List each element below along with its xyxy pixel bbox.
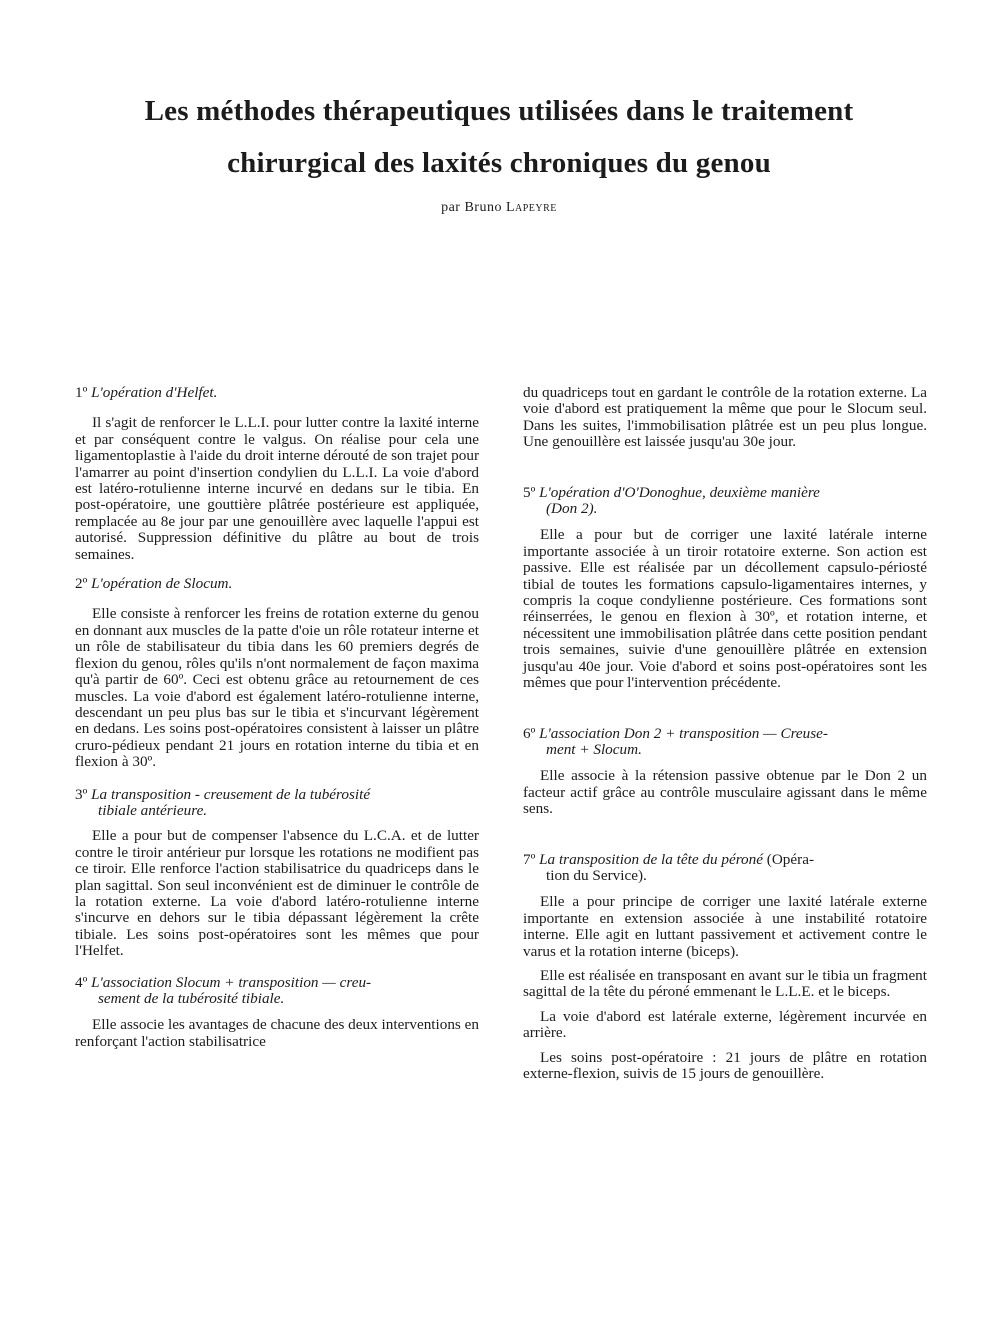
article-title-line-1: Les méthodes thérapeutiques utilisées dans le traitement [144,95,854,127]
section-5 [523,485,927,692]
section-title: L'association Don 2 + transposition — Creuse- [539,724,828,742]
paragraph: Elle a pour principe de corriger une laxité latérale externe importante en extension associée à une instabilité rotatoire interne. Elle agit en luttant passivement et activement contre le varus et la rotation interne (biceps). [523,893,927,960]
section-6 [523,726,927,818]
section-number: 5º [523,483,536,501]
section-heading [523,852,927,885]
section-title-continued: ment + Slocum. [546,740,642,758]
left-column [75,385,479,1050]
section-title: L'opération d'Helfet. [91,384,218,401]
paragraph: Elle est réalisée en transposant en avant sur le tibia un fragment sagittal de la tête du péroné emmenant le L.L.E. et le biceps. [523,966,927,1001]
section-number: 1º [75,384,88,401]
section-heading [75,385,479,401]
section-1 [75,385,479,563]
section-number: 4º [75,973,88,991]
section-number: 6º [523,724,536,742]
section-number: 3º [75,785,88,803]
section-heading [523,485,927,518]
right-column [523,385,927,1082]
continued-paragraph: du quadriceps tout en gardant le contrôle de la rotation externe. La voie d'abord est pratiquement la même que pour le Slocum seul. Dans les suites, l'immobilisation plâtrée est un peu plus longue. Une genouillère est laissée jusqu'au 30e jour. [523,384,927,451]
byline-prefix: par Bruno [441,200,502,215]
paragraph: La voie d'abord est latérale externe, légèrement incurvée en arrière. [523,1007,927,1042]
paragraph: Elle associe à la rétension passive obtenue par le Don 2 un facteur actif grâce au contrôle musculaire agissant dans le même sens. [523,767,927,818]
author-byline [0,200,998,216]
section-title-plain: (Opéra- [766,850,814,868]
section-title-continued: sement de la tubérosité tibiale. [98,990,285,1007]
section-title-continued: (Don 2). [546,500,598,518]
section-title: L'association Slocum + transposition — creu- [91,973,372,991]
section-2 [75,576,479,770]
paragraph: Elle a pour but de corriger une laxité latérale interne importante associée à un tiroir rotatoire externe. Son action est passive. Elle est réalisée par un décollement capsulo-périosté tibial de toutes les formations capsulo-ligamentaires internes, y compris la coque condylienne postérieure. Ces formations sont réinserrées, le genou en flexion à 30º, et rotation interne, et nécessitent une immobilisation plâtrée dans cette position pendant trois semaines, suivie d'une genouillère plâtrée en extension jusqu'au 40e jour. Voie d'abord et soins post-opératoires sont les mêmes que pour l'intervention précédente. [523,526,927,692]
paragraph: Les soins post-opératoire : 21 jours de plâtre en rotation externe-flexion, suivis de 15 jours de genouillère. [523,1048,927,1082]
article-title-line-2: chirurgical des laxités chroniques du genou [227,147,771,179]
section-heading [75,787,479,820]
section-title: L'opération de Slocum. [91,575,233,593]
section-number: 2º [75,575,88,593]
section-heading [75,975,479,1008]
author-surname: Lapeyre [505,200,557,215]
section-heading [523,726,927,759]
section-title-continued: tion du Service). [546,866,647,884]
section-3 [75,787,479,960]
section-title: La transposition de la tête du péroné [539,850,763,868]
section-title: La transposition - creusement de la tubérosité [91,785,371,803]
section-7 [523,852,927,1083]
section-4 [75,975,479,1051]
paragraph: Elle consiste à renforcer les freins de rotation externe du genou en donnant aux muscles de la patte d'oie un rôle rotateur interne et un rôle de stabilisateur du tibia dans les 60 premiers degrés de flexion du genou, rôles qu'ils n'ont normalement de façon maxima qu'à partir de 60º. Ceci est obtenu grâce au retournement de ces muscles. La voie d'abord est également latéro-rotulienne interne, descendant un peu plus bas sur le tibia et s'incurvant légèrement en dedans. Les soins post-opératoires consistent à laisser un plâtre cruro-pédieux pendant 21 jours en rotation interne du tibia et en flexion à 30º. [75,605,479,771]
section-heading [75,576,479,592]
paragraph: Elle associe les avantages de chacune des deux interventions en renforçant l'action stabilisatrice [75,1016,479,1050]
section-title-continued: tibiale antérieure. [98,801,208,819]
section-number: 7º [523,850,536,868]
paragraph: Elle a pour but de compenser l'absence du L.C.A. et de lutter contre le tiroir antérieur pur lorsque les rotations ne modifient pas ce tiroir. Elle renforce l'action stabilisatrice du quadriceps dans le plan sagittal. Son seul inconvénient est de diminuer le contrôle de la rotation externe. La voie d'abord latéro-rotulienne interne s'incurve en dehors sur le tibia dépassant légèrement la crête tibiale. Les soins post-opératoires sont les mêmes que pour l'Helfet. [75,827,479,960]
section-title: L'opération d'O'Donoghue, deuxième manière [539,483,820,501]
paragraph: Il s'agit de renforcer le L.L.I. pour lutter contre la laxité interne et par conséquent contre le valgus. On réalise pour cela une ligamentoplastie à l'aide du droit interne dérouté de son trajet pour l'amarrer au point d'insertion condylien du L.L.I. La voie d'abord est latéro-rotulienne interne incurvé en dedans sur le tibia. En post-opératoire, une gouttière plâtrée postérieure est appliquée, remplacée au 8e jour par une genouillère avec laquelle l'appui est autorisé. Suppression définitive du plâtre au bout de trois semaines. [75,414,479,563]
